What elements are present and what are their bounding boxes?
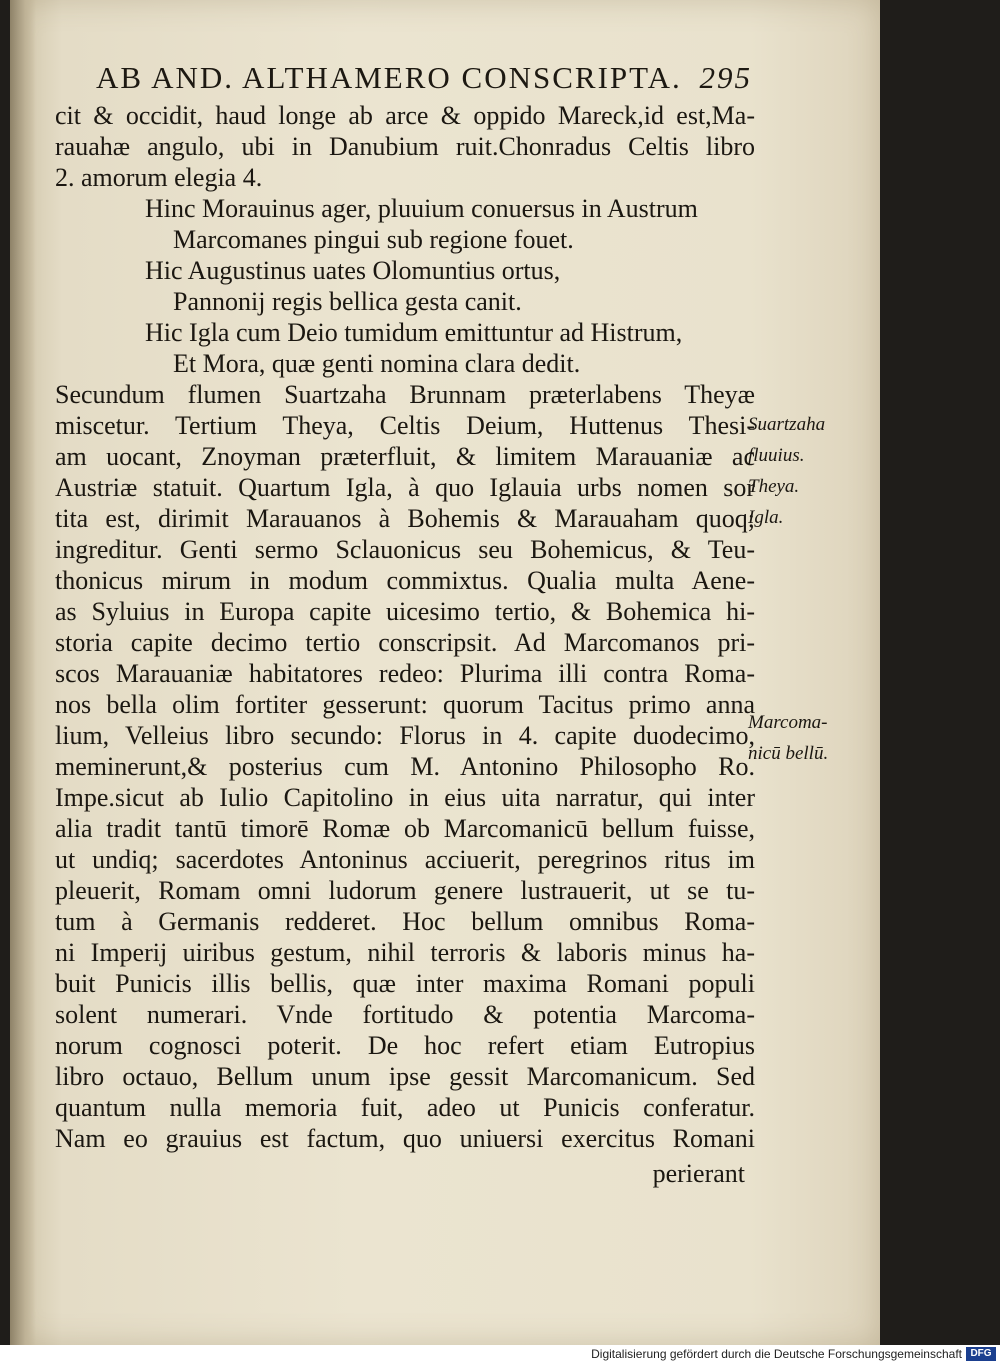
text-line: rauahæ angulo, ubi in Danubium ruit.Chonradus Celtis libro xyxy=(55,132,755,161)
text-line: Nam eo grauius est factum, quo uniuersi exercitus Romani xyxy=(55,1124,755,1153)
text-line: ut undiq; sacerdotes Antoninus acciuerit, peregrinos ritus im xyxy=(55,845,755,874)
text-line: nos bella olim fortiter gesserunt: quorum Tacitus primo anna xyxy=(55,690,755,719)
text-line: storia capite decimo tertio conscripsit. Ad Marcomanos pri- xyxy=(55,628,755,657)
text-line: ni Imperij uiribus gestum, nihil terroris & laboris minus ha- xyxy=(55,938,755,967)
text-line: Hinc Morauinus ager, pluuium conuersus in Austrum xyxy=(145,194,698,223)
text-line: Austriæ statuit. Quartum Igla, à quo Iglauia urbs nomen sor xyxy=(55,473,755,502)
page-number: 295 xyxy=(699,60,753,95)
text-line: tita est, dirimit Marauanos à Bohemis & Marauaham quoq; xyxy=(55,504,755,533)
body-text xyxy=(55,100,755,1189)
text-line: 2. amorum elegia 4. xyxy=(55,163,263,192)
text-line: buit Punicis illis bellis, quæ inter maxima Romani populi xyxy=(55,969,755,998)
marginal-note: nicū bellū. xyxy=(748,742,829,764)
running-head-title: AB AND. ALTHAMERO CONSCRIPTA. xyxy=(96,60,682,95)
text-line: thonicus mirum in modum commixtus. Qualia multa Aene- xyxy=(55,566,755,595)
running-head xyxy=(96,60,796,96)
footer-bar xyxy=(0,1345,1000,1365)
text-line: pleuerit, Romam omni ludorum genere lustrauerit, ut se tu- xyxy=(55,876,755,905)
text-line: cit & occidit, haud longe ab arce & oppido Mareck,id est,Ma- xyxy=(55,101,755,130)
text-line: miscetur. Tertium Theya, Celtis Deium, Huttenus Thesi- xyxy=(55,411,755,440)
marginal-note: Igla. xyxy=(748,507,784,528)
text-line: Secundum flumen Suartzaha Brunnam præterlabens Theyæ xyxy=(55,380,755,409)
marginal-note: Suartzaha xyxy=(748,414,826,435)
text-line: quantum nulla memoria fuit, adeo ut Punicis conferatur. xyxy=(55,1093,755,1122)
marginal-note: Theya. xyxy=(748,476,800,497)
marginal-note: Marcoma- xyxy=(748,711,828,733)
text-line: tum à Germanis redderet. Hoc bellum omnibus Roma- xyxy=(55,907,755,936)
text-line: Pannonij regis bellica gesta canit. xyxy=(173,287,522,316)
text-line: am uocant, Znoyman præterfluit, & limitem Marauaniæ ac xyxy=(55,442,755,471)
text-line: Hic Augustinus uates Olomuntius ortus, xyxy=(145,256,561,285)
text-line: solent numerari. Vnde fortitudo & potentia Marcoma- xyxy=(55,1000,755,1029)
text-line: norum cognosci poterit. De hoc refert etiam Eutropius xyxy=(55,1031,755,1060)
text-line: meminerunt,& posterius cum M. Antonino Philosopho Ro. xyxy=(55,752,755,781)
text-line: as Syluius in Europa capite uicesimo tertio, & Bohemica hi- xyxy=(55,597,755,626)
text-line: ingreditur. Genti sermo Sclauonicus seu Bohemicus, & Teu- xyxy=(55,535,755,564)
text-line: Et Mora, quæ genti nomina clara dedit. xyxy=(173,349,581,378)
text-line: alia tradit tantū timorē Romæ ob Marcomanicū bellum fuisse, xyxy=(55,814,755,843)
text-line: lium, Velleius libro secundo: Florus in 4. capite duodecimo, xyxy=(55,721,755,750)
text-line: Marcomanes pingui sub regione fouet. xyxy=(173,225,574,254)
text-line: scos Marauaniæ habitatores redeo: Plurima illi contra Roma- xyxy=(55,659,755,688)
text-line: Hic Igla cum Deio tumidum emittuntur ad Histrum, xyxy=(145,318,683,347)
footer-credit: Digitalisierung gefördert durch die Deutsche Forschungsgemeinschaft xyxy=(591,1347,962,1361)
catchword: perierant xyxy=(652,1159,745,1188)
text-line: Impe.sicut ab Iulio Capitolino in eius uita narratur, qui inter xyxy=(55,783,755,812)
text-line: libro octauo, Bellum unum ipse gessit Marcomanicum. Sed xyxy=(55,1062,755,1091)
dfg-logo: DFG xyxy=(966,1347,996,1361)
marginal-note: fluuius. xyxy=(748,445,805,466)
page-gutter-edge xyxy=(10,0,36,1345)
